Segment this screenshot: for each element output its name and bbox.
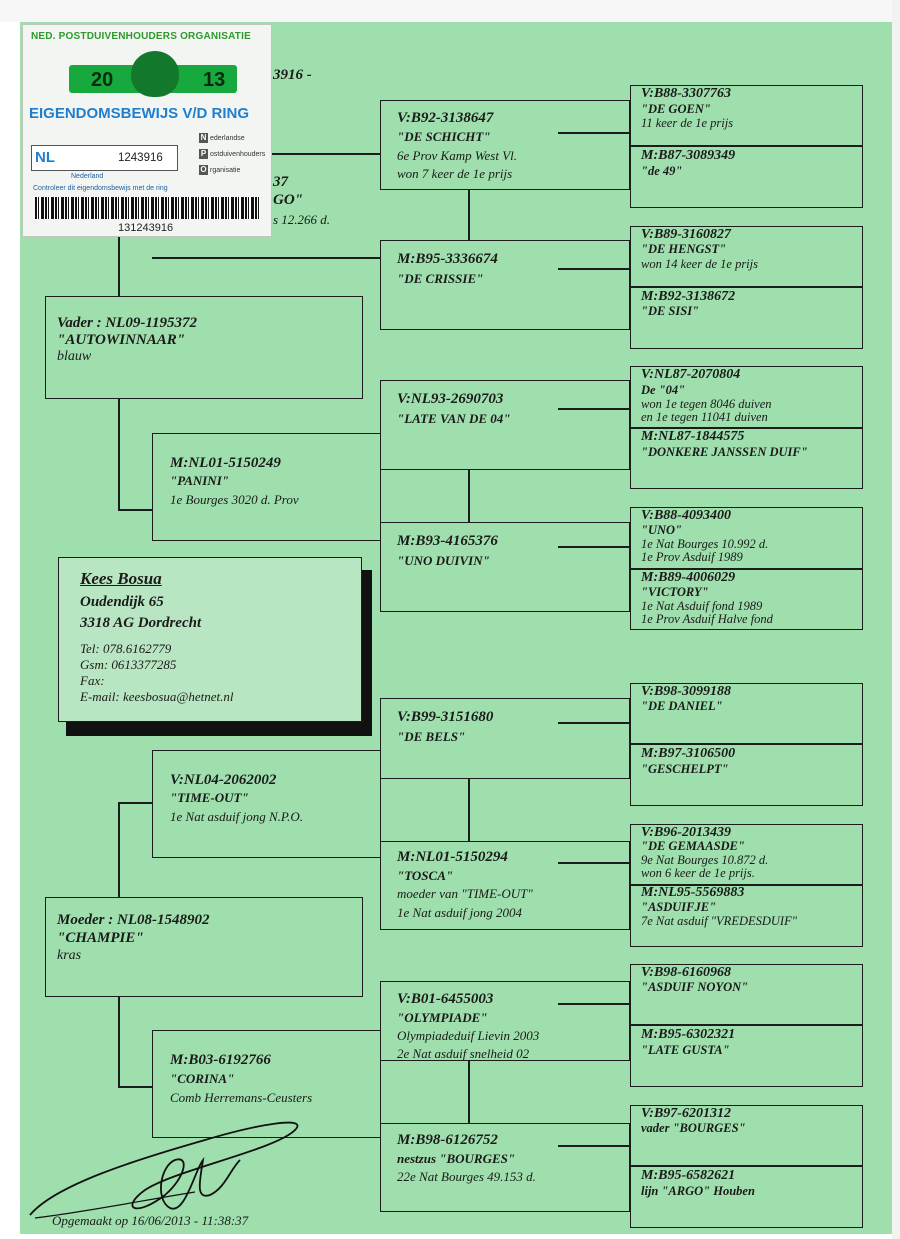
divider <box>630 145 863 147</box>
gen4-id: M:B87-3089349 <box>641 148 736 163</box>
gen4-name: lijn "ARGO" Houben <box>641 1184 755 1198</box>
gen3-id: V:B01-6455003 <box>397 991 494 1007</box>
barcode-image <box>35 197 260 219</box>
gen4-id: V:B98-6160968 <box>641 965 731 980</box>
sticker-country: NL <box>35 149 55 166</box>
gen3-id: V:B92-3138647 <box>397 110 494 126</box>
gen2-name: "TIME-OUT" <box>170 790 249 805</box>
contact-tel: Tel: 078.6162779 <box>80 641 172 656</box>
gen2-line: Comb Herremans-Ceusters <box>170 1090 313 1105</box>
connector-line <box>270 153 380 155</box>
gen3-name: "OLYMPIADE" <box>397 1010 488 1025</box>
gen3-id: M:B98-6126752 <box>397 1132 498 1148</box>
divider <box>630 743 863 745</box>
header-partial-1: 37 <box>273 174 288 190</box>
connector-line <box>118 509 152 511</box>
contact-city: 3318 AG Dordrecht <box>80 615 202 631</box>
gen2-id: M:NL01-5150249 <box>170 455 281 471</box>
npo-letter: O <box>200 165 207 174</box>
father-name: "AUTOWINNAAR" <box>57 332 186 348</box>
npo-text: ostduivenhouders <box>210 151 266 158</box>
sticker-barcode-number: 131243916 <box>118 222 174 234</box>
gen4-name: "ASDUIF NOYON" <box>641 980 749 994</box>
gen2-line: 1e Nat asduif jong N.P.O. <box>170 809 304 824</box>
gen3-id: M:B95-3336674 <box>397 251 498 267</box>
connector-line <box>468 779 470 841</box>
father-color: blauw <box>57 349 92 364</box>
gen4-name: "VICTORY" <box>641 585 709 599</box>
gen3-name: "LATE VAN DE 04" <box>397 411 511 426</box>
sticker-ring-number: 1243916 <box>118 152 163 164</box>
gen3-id: V:B99-3151680 <box>397 709 494 725</box>
gen3-name: "UNO DUIVIN" <box>397 553 490 568</box>
header-partial-2: GO" <box>273 192 303 208</box>
gen4-id: V:B88-4093400 <box>641 508 731 523</box>
gen4-name: "ASDUIFJE" <box>641 900 717 914</box>
gen4-name: "DE SISI" <box>641 304 700 318</box>
gen4-line: 1e Nat Bourges 10.992 d. <box>641 537 769 551</box>
gen3-name: nestzus "BOURGES" <box>397 1151 516 1166</box>
gen4-id: V:B88-3307763 <box>641 86 731 101</box>
lion-seal-icon <box>131 51 179 97</box>
scan-right-margin <box>892 0 900 1239</box>
mother-id: Moeder : NL08-1548902 <box>57 912 210 928</box>
scan-top-margin <box>0 0 900 22</box>
connector-line <box>118 802 120 898</box>
gen4-name: "DE DANIEL" <box>641 699 723 713</box>
gen2-id: V:NL04-2062002 <box>170 772 277 788</box>
signature-image <box>25 1100 315 1230</box>
gen4-line: en 1e tegen 11041 duiven <box>641 410 768 424</box>
header-partial-3: s 12.266 d. <box>273 212 331 227</box>
gen4-name: De "04" <box>641 383 686 397</box>
gen4-id: M:B97-3106500 <box>641 746 736 761</box>
gen4-name: "DE HENGST" <box>641 242 727 256</box>
gen2-line: 1e Bourges 3020 d. Prov <box>170 492 299 507</box>
footer-created: Opgemaakt op 16/06/2013 - 11:38:37 <box>52 1213 249 1228</box>
gen2-name: "PANINI" <box>170 473 229 488</box>
gen3-name: "DE SCHICHT" <box>397 129 491 144</box>
gen4-line: 9e Nat Bourges 10.872 d. <box>641 853 769 867</box>
gen3-line: moeder van "TIME-OUT" <box>397 886 533 901</box>
gen3-line: Olympiadeduif Lievin 2003 <box>397 1028 540 1043</box>
gen4-name: "UNO" <box>641 523 682 537</box>
gen4-name: vader "BOURGES" <box>641 1121 746 1135</box>
father-id: Vader : NL09-1195372 <box>57 315 197 331</box>
gen4-id: M:B92-3138672 <box>641 289 736 304</box>
gen3-id: M:B93-4165376 <box>397 533 498 549</box>
contact-name: Kees Bosua <box>80 569 162 588</box>
divider <box>630 286 863 288</box>
contact-email: E-mail: keesbosua@hetnet.nl <box>80 689 234 704</box>
contact-gsm: Gsm: 0613377285 <box>80 657 177 672</box>
connector-line <box>468 470 470 522</box>
gen4-name: "DONKERE JANSSEN DUIF" <box>641 445 808 459</box>
gen4-id: M:NL87-1844575 <box>641 429 745 444</box>
header-ring-number: 3916 - <box>273 67 312 83</box>
gen3-name: "DE CRISSIE" <box>397 271 484 286</box>
gen4-id: M:B95-6302321 <box>641 1027 736 1042</box>
sticker-year-right: 13 <box>203 69 226 91</box>
gen4-line: 1e Nat Asduif fond 1989 <box>641 599 763 613</box>
divider <box>630 1165 863 1167</box>
gen4-name: "DE GEMAASDE" <box>641 839 745 853</box>
gen3-name: "TOSCA" <box>397 868 454 883</box>
connector-line <box>152 257 380 259</box>
gen3-line: 2e Nat asduif snelheid 02 <box>397 1046 530 1061</box>
connector-line <box>118 398 120 510</box>
gen4-id: V:NL87-2070804 <box>641 367 741 382</box>
gen4-id: V:B97-6201312 <box>641 1106 731 1121</box>
gen4-name: "DE GOEN" <box>641 102 711 116</box>
contact-street: Oudendijk 65 <box>80 594 164 610</box>
gen4-id: V:B98-3099188 <box>641 684 731 699</box>
gen4-id: M:NL95-5569883 <box>641 885 745 900</box>
gen3-line: 6e Prov Kamp West Vl. <box>397 148 517 163</box>
gen4-id: V:B89-3160827 <box>641 227 731 242</box>
gen3-line: 1e Nat asduif jong 2004 <box>397 905 522 920</box>
gen4-name: "de 49" <box>641 164 683 178</box>
gen4-id: M:B95-6582621 <box>641 1168 736 1183</box>
gen4-line: 7e Nat asduif "VREDESDUIF" <box>641 914 797 928</box>
sticker-organisation: NED. POSTDUIVENHOUDERS ORGANISATIE <box>31 31 251 42</box>
npo-letter: P <box>200 149 207 158</box>
gen4-line: won 14 keer de 1e prijs <box>641 257 758 271</box>
sticker-control-text: Controleer dit eigendomsbewijs met de ring <box>33 185 168 192</box>
connector-line <box>118 997 120 1087</box>
gen3-id: V:NL93-2690703 <box>397 391 504 407</box>
gen4-line: 11 keer de 1e prijs <box>641 116 734 130</box>
divider <box>630 1024 863 1026</box>
gen3-name: "DE BELS" <box>397 729 466 744</box>
gen2-name: "CORINA" <box>170 1071 235 1086</box>
sticker-year-left: 20 <box>91 69 114 91</box>
gen4-line: 1e Prov Asduif 1989 <box>641 550 743 564</box>
connector-line <box>118 236 120 296</box>
npo-text: rganisatie <box>210 167 241 174</box>
gen4-name: "LATE GUSTA" <box>641 1043 730 1057</box>
gen4-id: M:B89-4006029 <box>641 570 736 585</box>
connector-line <box>468 1061 470 1123</box>
mother-color: kras <box>57 948 82 963</box>
connector-line <box>468 190 470 240</box>
gen4-line: 1e Prov Asduif Halve fond <box>641 612 773 626</box>
sticker-title: EIGENDOMSBEWIJS V/D RING <box>29 105 250 122</box>
gen4-id: V:B96-2013439 <box>641 825 731 840</box>
gen4-line: won 6 keer de 1e prijs. <box>641 866 755 880</box>
contact-fax: Fax: <box>80 673 105 688</box>
mother-name: "CHAMPIE" <box>57 930 144 946</box>
ownership-sticker <box>22 24 272 237</box>
gen3-line: 22e Nat Bourges 49.153 d. <box>397 1169 536 1184</box>
npo-text: ederlandse <box>210 135 245 142</box>
gen4-name: "GESCHELPT" <box>641 762 729 776</box>
connector-line <box>118 802 152 804</box>
gen4-line: won 1e tegen 8046 duiven <box>641 397 772 411</box>
gen3-line: won 7 keer de 1e prijs <box>397 166 513 181</box>
gen2-id: M:B03-6192766 <box>170 1052 271 1068</box>
npo-letter: N <box>200 133 207 142</box>
gen3-id: M:NL01-5150294 <box>397 849 508 865</box>
connector-line <box>118 1086 152 1088</box>
sticker-country-label: Nederland <box>71 173 104 180</box>
